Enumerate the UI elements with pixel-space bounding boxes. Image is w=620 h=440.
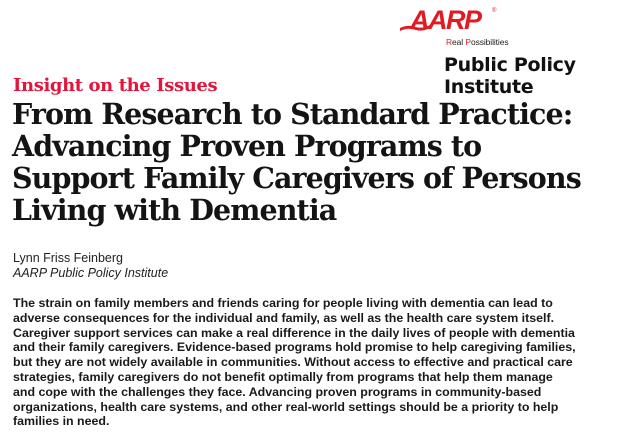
abstract-line: and cope with the challenges they face. Advancing proven programs in community-based [13, 384, 542, 399]
tagline-word-real: eal [452, 37, 466, 47]
institute-name [444, 54, 576, 98]
institute-line-2: Institute [444, 76, 534, 98]
tagline-letter-r: R [446, 37, 453, 47]
title-line: Support Family Caregivers of Persons [12, 161, 581, 195]
author-affiliation: AARP Public Policy Institute [13, 266, 169, 280]
abstract-line: organizations, health care systems, and other real-world settings should be a priority to help [13, 399, 559, 414]
abstract-line: strategies, family caregivers do not benefit optimally from programs that help them manage [13, 369, 553, 384]
abstract-line: The strain on family members and friends caring for people living with dementia can lead to [13, 296, 553, 310]
title-line: Advancing Proven Programs to [12, 129, 482, 163]
abstract-line: and their family caregivers. Evidence-based programs hold promise to help caregiving families, [13, 340, 576, 355]
title-line: From Research to Standard Practice: [12, 97, 573, 131]
abstract-line: adverse consequences for the individual and family, as well as the health care system itself. [13, 310, 555, 325]
registered-mark: ® [492, 8, 497, 14]
logo-tagline [446, 37, 508, 47]
aarp-ppi-logo [398, 5, 608, 98]
tagline-word-possibilities: ossibilities [470, 37, 509, 47]
abstract-line: Caregiver support services can make a real difference in the daily lives of people with dementia [13, 325, 575, 340]
aarp-wordmark: AARP [410, 5, 481, 35]
abstract-paragraph [13, 296, 613, 429]
author-block [13, 251, 168, 281]
series-label: Insight on the Issues [13, 75, 218, 96]
abstract-line: families in need. [13, 414, 110, 429]
institute-line-1: Public Policy [444, 54, 576, 76]
aarp-logo [398, 5, 608, 36]
tagline-letter-p: P [465, 37, 471, 47]
document-title [12, 98, 617, 226]
abstract-line: but they are not widely available in communities. Without access to effective and practical care [13, 355, 573, 370]
title-line: Living with Dementia [12, 193, 337, 227]
author-name: Lynn Friss Feinberg [13, 251, 123, 265]
